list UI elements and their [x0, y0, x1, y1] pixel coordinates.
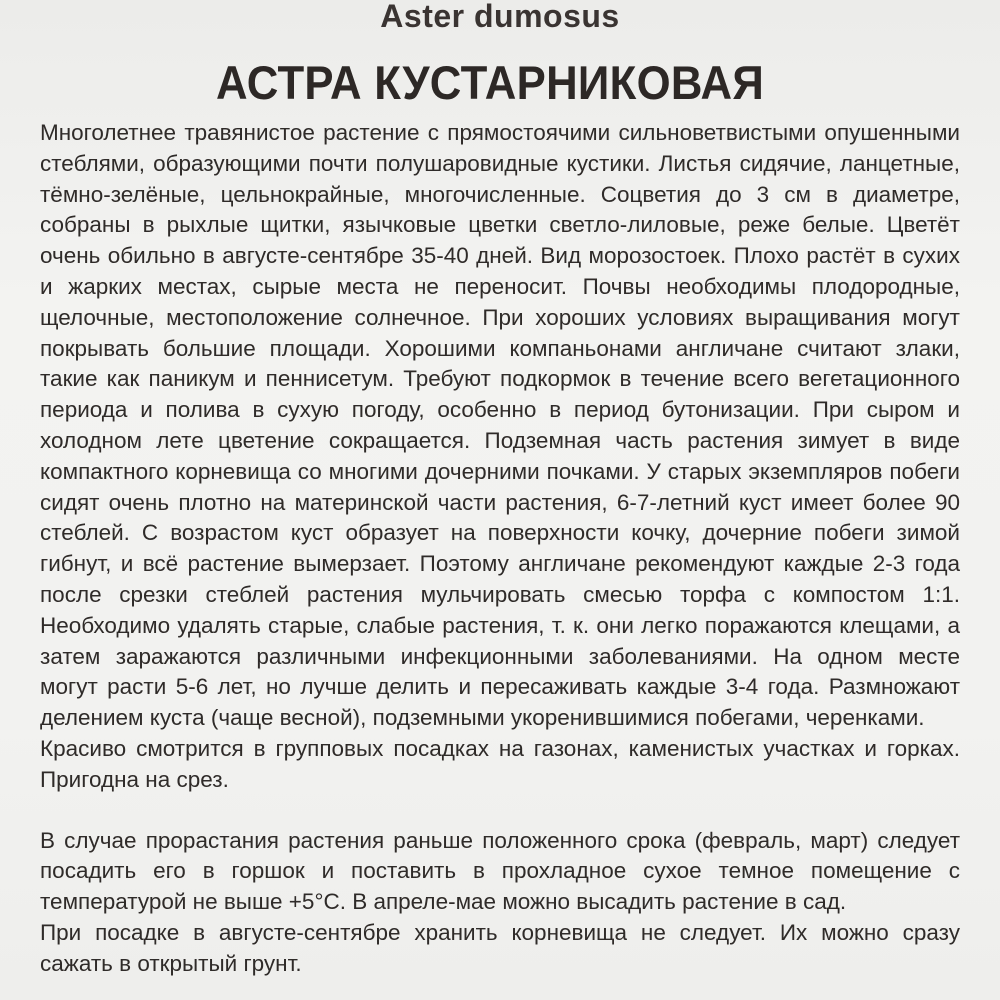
plant-title: АСТРА КУСТАРНИКОВАЯ: [215, 56, 765, 109]
description-paragraph: Многолетнее травянистое растение с прямостоячими сильноветвистыми опушенными стеблями, образующими почти полушаровидные кустики. Листья сидячие, ланцетные, тёмно-зелёные, цельнокрайные, многочисленные. Соцветия до 3 см в диаметре, собраны в рыхлые щитки, язычковые цветки светло-лиловые, реже белые. Цветёт очень обильно в августе-сентябре 35-40 дней. Вид морозостоек. Плохо растёт в сухих и жарких местах, сырые места не переносит. Почвы необходимы плодородные, щелочные, местоположение солнечное. При хороших условиях выращивания могут покрывать большие площади. Хорошими компаньонами англичане считают злаки, такие как паникум и пеннисетум. Требуют подкормок в течение всего вегетационного периода и полива в сухую погоду, особенно в период бутонизации. При сыром и холодном лете цветение сокращается. Подземная часть растения зимует в виде компактного корневища со многими дочерними почками. У старых экземпляров побеги сидят очень плотно на материнской части растения, 6-7-летний куст имеет более 90 стеблей. С возрастом куст образует на поверхности кочку, дочерние побеги зимой гибнут, и всё растение вымерзает. Поэтому англичане рекомендуют каждые 2-3 года после срезки стеблей растения мульчировать смесью торфа с компостом 1:1. Необходимо удалять старые, слабые растения, т. к. они легко поражаются клещами, а затем заражаются различными инфекционными заболеваниями. На одном месте могут расти 5-6 лет, но лучше делить и пересаживать каждые 3-4 года. Размножают делением куста (чаще весной), подземными укоренившимися побегами, черенками.: [40, 120, 960, 731]
early-sprouting-paragraph: В случае прорастания растения раньше положенного срока (февраль, март) следует посадить его в горшок и поставить в прохладное сухое темное помещение с температурой не выше +5°C. В апреле-мае можно высадить растение в сад.: [40, 827, 960, 915]
description-body: [40, 118, 960, 980]
usage-paragraph: Красиво смотрится в групповых посадках на газонах, каменистых участках и горках. Пригодна на срез.: [40, 735, 960, 792]
autumn-planting-paragraph: При посадке в августе-сентябре хранить корневища не следует. Их можно сразу сажать в открытый грунт.: [40, 919, 960, 976]
latin-name: Aster dumosus: [380, 0, 620, 34]
paragraph-spacer: [40, 796, 960, 826]
